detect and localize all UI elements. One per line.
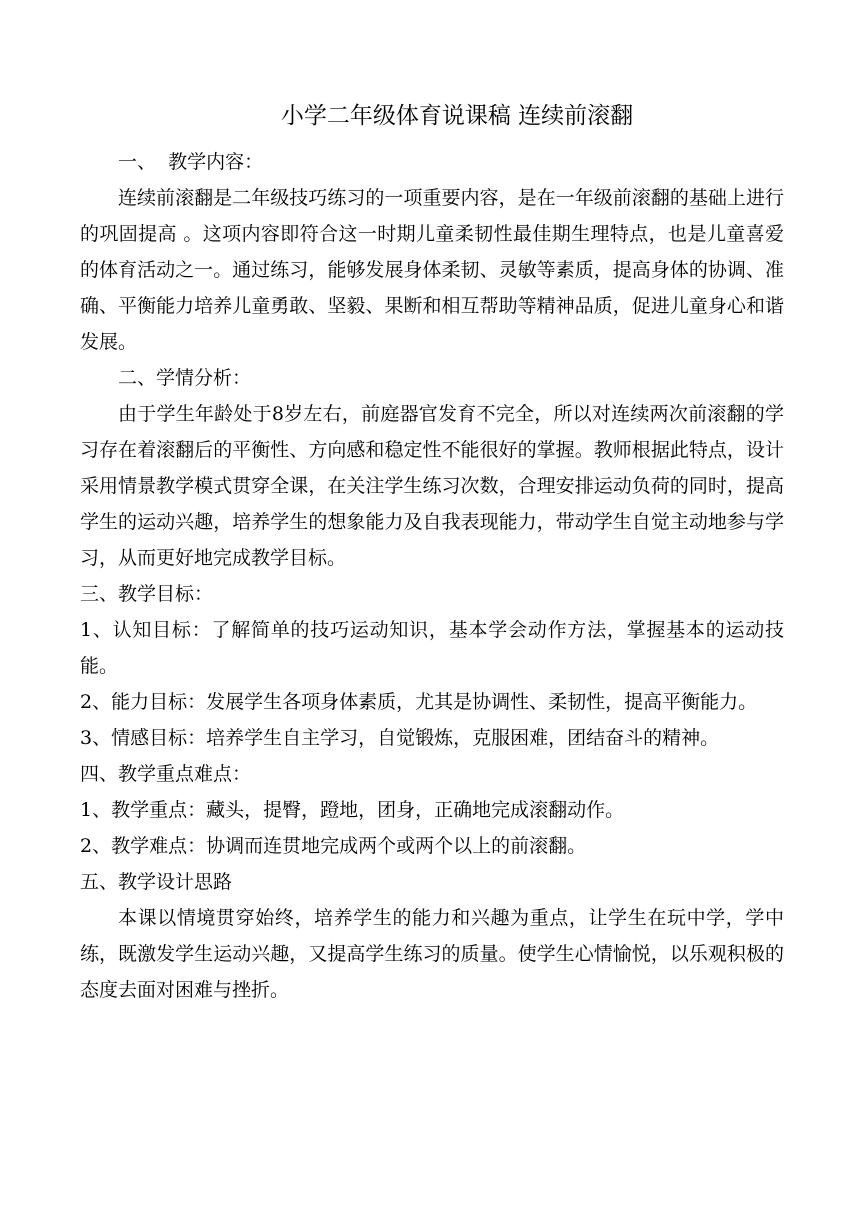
document-page [80, 96, 784, 1008]
paragraph-teaching-content: 连续前滚翻是二年级技巧练习的一项重要内容，是在一年级前滚翻的基础上进行的巩固提高 。这项内容即符合这一时期儿童柔韧性最佳期生理特点，也是儿童喜爱的体育活动之一。通过练习，能够发展身体柔韧、灵敏等素质，提高身体的协调、准确、平衡能力培养儿童勇敢、坚毅、果断和相互帮助等精神品质，促进儿童身心和谐发展。 [80, 187, 784, 353]
paragraph-design-idea: 本课以情境贯穿始终，培养学生的能力和兴趣为重点，让学生在玩中学，学中练，既激发学生运动兴趣，又提高学生练习的质量。使学生心情愉悦，以乐观积极的态度去面对困难与挫折。 [80, 907, 784, 1001]
section-heading-teaching-goals: 三、教学目标： [80, 583, 214, 605]
document-title: 小学二年级体育说课稿 连续前滚翻 [280, 103, 634, 129]
goal-item-cognitive: 1、认知目标：了解简单的技巧运动知识，基本学会动作方法，掌握基本的运动技能。 [80, 619, 784, 677]
section-heading-key-points: 四、教学重点难点： [80, 763, 252, 785]
goal-item-ability: 2、能力目标：发展学生各项身体素质，尤其是协调性、柔韧性，提高平衡能力。 [80, 691, 758, 713]
goal-item-emotion: 3、情感目标：培养学生自主学习，自觉锻炼，克服困难，团结奋斗的精神。 [80, 727, 720, 749]
key-point-item-focus: 1、教学重点：藏头，提臀，蹬地，团身，正确地完成滚翻动作。 [80, 799, 625, 821]
paragraph-student-analysis: 由于学生年龄处于8岁左右，前庭器官发育不完全，所以对连续两次前滚翻的学习存在着滚翻后的平衡性、方向感和稳定性不能很好的掌握。教师根据此特点，设计采用情景教学模式贯穿全课，在关注学生练习次数，合理安排运动负荷的同时，提高学生的运动兴趣，培养学生的想象能力及自我表现能力，带动学生自觉主动地参与学习，从而更好地完成教学目标。 [80, 403, 784, 569]
section-heading-student-analysis: 二、学情分析： [118, 367, 252, 389]
key-point-item-difficulty: 2、教学难点：协调而连贯地完成两个或两个以上的前滚翻。 [80, 835, 587, 857]
section-heading-teaching-content: 一、 教学内容： [118, 151, 264, 173]
section-heading-design-idea: 五、教学设计思路 [80, 871, 233, 893]
